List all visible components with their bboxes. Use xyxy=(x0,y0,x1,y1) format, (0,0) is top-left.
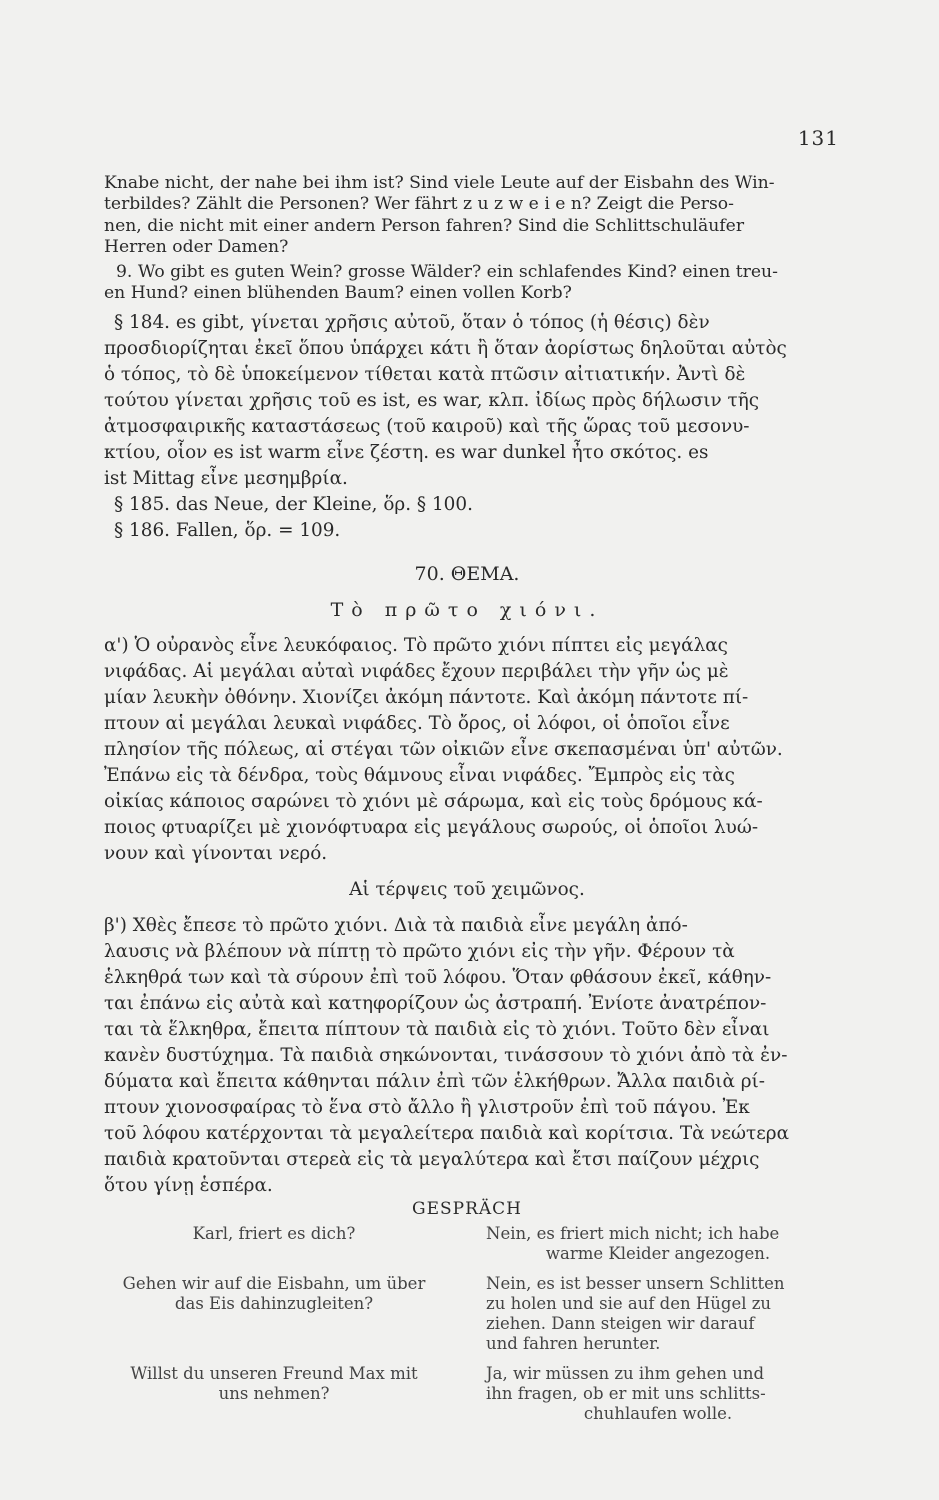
text-line: en Hund? einen blühenden Baum? einen vollen Korb? xyxy=(104,283,572,304)
text-line: β') Χθὲς ἔπεσε τὸ πρῶτο χιόνι. Διὰ τὰ παιδιὰ εἶνε μεγάλη ἀπό- xyxy=(104,914,688,936)
section-184 xyxy=(104,310,830,492)
dialogue-question: Willst du unseren Freund Max mit uns nehmen? xyxy=(130,1364,418,1404)
text-line: ist Mittag εἶνε μεσημβρία. xyxy=(104,468,348,490)
text-line: 9. Wo gibt es guten Wein? grosse Wälder? ein schlafendes Kind? einen treu- xyxy=(116,261,778,282)
page-body xyxy=(104,173,830,1434)
dialogue-heading: GESPRÄCH xyxy=(412,1198,522,1219)
theme-title: Τὸ πρῶτο χιόνι. xyxy=(330,598,604,621)
text-line: ται ἐπάνω εἰς αὐτὰ καὶ κατηφορίζουν ὡς ἀστραπή. Ἐνίοτε ἀνατρέπον- xyxy=(104,992,767,1014)
part-a xyxy=(104,633,830,867)
text-line: προσδιορίζηται ἐκεῖ ὅπου ὑπάρχει κάτι ἢ ὅταν ἀορίστως δηλοῦται αὐτὸς xyxy=(104,338,787,360)
text-line: α') Ὁ οὐρανὸς εἶνε λευκόφαιος. Τὸ πρῶτο χιόνι πίπτει εἰς μεγάλας xyxy=(104,635,728,657)
text-line: λαυσις νὰ βλέπουν νὰ πίπτῃ τὸ πρῶτο χιόνι εἰς τὴν γῆν. Φέρουν τὰ xyxy=(104,940,735,962)
dialogue-question: Gehen wir auf die Eisbahn, um über das Eis dahinzugleiten? xyxy=(122,1274,426,1314)
subheading: Αἱ τέρψεις τοῦ χειμῶνος. xyxy=(349,879,585,901)
page-number: 131 xyxy=(797,126,839,150)
text-line: ὁ τόπος, τὸ δὲ ὑποκείμενον τίθεται κατὰ πτῶσιν αἰτιατικήν. Ἀντὶ δὲ xyxy=(104,364,746,386)
text-line: ποιος φτυαρίζει μὲ χιονόφτυαρα εἰς μεγάλους σωρούς, οἱ ὁποῖοι λυώ- xyxy=(104,817,759,839)
text-line: μίαν λευκὴν ὀθόνην. Χιονίζει ἀκόμη πάντοτε. Καὶ ἀκόμη πάντοτε πί- xyxy=(104,687,749,709)
text-line: πτουν αἱ μεγάλαι λευκαὶ νιφάδες. Τὸ ὄρος, οἱ λόφοι, οἱ ὁποῖοι εἶνε xyxy=(104,713,730,735)
text-line: νουν καὶ γίνονται νερό. xyxy=(104,843,328,865)
text-line: τούτου γίνεται χρῆσις τοῦ es ist, es war, κλπ. ἰδίως πρὸς δήλωσιν τῆς xyxy=(104,390,760,412)
dialogue-answer: Nein, es friert mich nicht; ich habe warme Kleider angezogen. xyxy=(486,1224,780,1264)
exercise-9 xyxy=(104,262,830,305)
dialogue-answer: Ja, wir müssen zu ihm gehen und ihn fragen, ob er mit uns schlitts- chuhlaufen wolle. xyxy=(486,1364,766,1424)
dialogue-question: Karl, friert es dich? xyxy=(192,1224,356,1244)
part-b xyxy=(104,913,830,1199)
text-line: Herren oder Damen? xyxy=(104,237,289,258)
text-line: ἑλκηθρά των καὶ τὰ σύρουν ἐπὶ τοῦ λόφου. Ὅταν φθάσουν ἐκεῖ, κάθην- xyxy=(104,966,772,988)
text-line: νιφάδας. Αἱ μεγάλαι αὐταὶ νιφάδες ἔχουν περιβάλει τὴν γῆν ὡς μὲ xyxy=(104,661,729,683)
dialogue-row xyxy=(104,1274,830,1354)
text-line: δύματα καὶ ἔπειτα κάθηνται πάλιν ἐπὶ τῶν ἑλκήθρων. Ἄλλα παιδιὰ ρί- xyxy=(104,1070,765,1092)
text-line: πτουν χιονοσφαίρας τὸ ἕνα στὸ ἄλλο ἢ γλιστροῦν ἐπὶ τοῦ πάγου. Ἐκ xyxy=(104,1096,750,1118)
text-line: ὅτου γίνῃ ἑσπέρα. xyxy=(104,1174,273,1196)
text-line: πλησίον τῆς πόλεως, αἱ στέγαι τῶν οἰκιῶν εἶνε σκεπασμέναι ὑπ' αὐτῶν. xyxy=(104,739,783,761)
section-185: § 185. das Neue, der Kleine, ὅρ. § 100. xyxy=(114,494,473,516)
text-line: κανὲν δυστύχημα. Τὰ παιδιὰ σηκώνονται, τινάσσουν τὸ χιόνι ἀπὸ τὰ ἐν- xyxy=(104,1044,788,1066)
text-line: παιδιὰ κρατοῦνται στερεὰ εἰς τὰ μεγαλύτερα καὶ ἔτσι παίζουν μέχρις xyxy=(104,1148,760,1170)
text-line: Ἐπάνω εἰς τὰ δένδρα, τοὺς θάμνους εἶναι νιφάδες. Ἔμπρὸς εἰς τὰς xyxy=(104,765,735,787)
text-line: ἀτμοσφαιρικῆς καταστάσεως (τοῦ καιροῦ) καὶ τῆς ὥρας τοῦ μεσονυ- xyxy=(104,416,750,438)
theme-number: 70. ΘΕΜΑ. xyxy=(414,563,520,586)
text-line: terbildes? Zählt die Personen? Wer fährt z u z w e i e n? Zeigt die Perso- xyxy=(104,194,734,215)
paragraph-top xyxy=(104,173,830,259)
section-186: § 186. Fallen, ὅρ. = 109. xyxy=(114,520,341,542)
text-line: § 184. es gibt, γίνεται χρῆσις αὐτοῦ, ὅταν ὁ τόπος (ἡ θέσις) δὲν xyxy=(114,312,710,334)
text-line: ται τὰ ἕλκηθρα, ἔπειτα πίπτουν τὰ παιδιὰ εἰς τὸ χιόνι. Τοῦτο δὲν εἶναι xyxy=(104,1018,770,1040)
dialogue-answer: Nein, es ist besser unsern Schlitten zu holen und sie auf den Hügel zu ziehen. Dann steigen wir darauf und fahren herunter. xyxy=(486,1274,785,1354)
dialogue-row xyxy=(104,1364,830,1424)
text-line: τοῦ λόφου κατέρχονται τὰ μεγαλείτερα παιδιὰ καὶ κορίτσια. Τὰ νεώτερα xyxy=(104,1122,789,1144)
text-line: κτίου, οἷον es ist warm εἶνε ζέστη. es war dunkel ἦτο σκότος. es xyxy=(104,442,709,464)
text-line: Knabe nicht, der nahe bei ihm ist? Sind viele Leute auf der Eisbahn des Win- xyxy=(104,173,775,193)
text-line: οἰκίας κάποιος σαρώνει τὸ χιόνι μὲ σάρωμα, καὶ εἰς τοὺς δρόμους κά- xyxy=(104,791,763,813)
dialogue-row xyxy=(104,1224,830,1264)
text-line: nen, die nicht mit einer andern Person fahren? Sind die Schlittschuläufer xyxy=(104,215,745,236)
dialogue xyxy=(104,1224,830,1424)
